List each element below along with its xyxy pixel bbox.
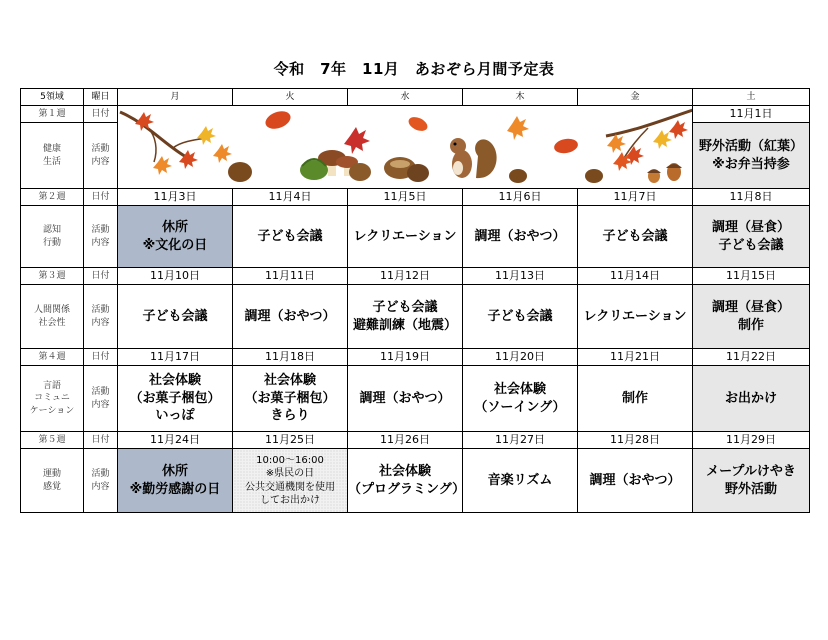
week4-activity-row	[21, 366, 810, 432]
week3-activity-row	[21, 285, 810, 349]
page-title: 令和 7年 11月 あおぞら月間予定表	[273, 60, 555, 78]
date-sat: 11月1日	[693, 106, 810, 123]
week2-activity-row	[21, 206, 810, 268]
date-sat: 11月29日	[693, 432, 810, 449]
date-fri: 11月21日	[578, 349, 693, 366]
week1-date-row	[21, 106, 810, 123]
autumn-illustration	[118, 106, 693, 189]
date-thu: 11月20日	[463, 349, 578, 366]
header-tue: 火	[233, 89, 348, 106]
date-sat: 11月15日	[693, 268, 810, 285]
date-label: 日付	[84, 189, 118, 206]
activity-fri: 子ども会議	[578, 206, 693, 268]
week5-activity-row	[21, 449, 810, 513]
week4-date-row	[21, 349, 810, 366]
schedule-table	[20, 88, 810, 513]
area-label: 言語 コミュニ ケーション	[21, 366, 84, 432]
activity-wed: 社会体験 （プログラミング）	[348, 449, 463, 513]
maple-leaf-icon	[507, 116, 529, 140]
leaf-icon	[406, 114, 429, 133]
week2-date-row	[21, 189, 810, 206]
date-label: 日付	[84, 432, 118, 449]
activity-tue: 子ども会議	[233, 206, 348, 268]
activity-wed: 調理（おやつ）	[348, 366, 463, 432]
week-label: 第５週	[21, 432, 84, 449]
activity-label: 活動 内容	[84, 285, 118, 349]
activity-sat: 野外活動（紅葉） ※お弁当持参	[693, 123, 810, 189]
activity-wed: 子ども会議 避難訓練（地震）	[348, 285, 463, 349]
activity-wed: レクリエーション	[348, 206, 463, 268]
activity-tue: 10:00～16:00 ※県民の日 公共交通機関を使用 してお出かけ	[233, 449, 348, 513]
area-label: 運動 感覚	[21, 449, 84, 513]
date-mon: 11月3日	[118, 189, 233, 206]
header-thu: 木	[463, 89, 578, 106]
activity-fri: 制作	[578, 366, 693, 432]
activity-mon: 子ども会議	[118, 285, 233, 349]
area-label: 認知 行動	[21, 206, 84, 268]
header-sat: 土	[693, 89, 810, 106]
activity-thu: 調理（おやつ）	[463, 206, 578, 268]
squirrel-icon	[450, 138, 497, 178]
date-wed: 11月12日	[348, 268, 463, 285]
header-area: 5領域	[21, 89, 84, 106]
activity-sat: 調理（昼食） 子ども会議	[693, 206, 810, 268]
week-label: 第２週	[21, 189, 84, 206]
activity-mon: 休所 ※勤労感謝の日	[118, 449, 233, 513]
activity-label: 活動 内容	[84, 366, 118, 432]
week5-date-row	[21, 432, 810, 449]
date-fri: 11月7日	[578, 189, 693, 206]
date-wed: 11月5日	[348, 189, 463, 206]
activity-thu: 子ども会議	[463, 285, 578, 349]
activity-fri: 調理（おやつ）	[578, 449, 693, 513]
date-thu: 11月6日	[463, 189, 578, 206]
activity-thu: 音楽リズム	[463, 449, 578, 513]
leaf-icon	[263, 108, 293, 132]
date-thu: 11月13日	[463, 268, 578, 285]
date-fri: 11月14日	[578, 268, 693, 285]
date-label: 日付	[84, 349, 118, 366]
header-weekday: 曜日	[84, 89, 118, 106]
week-label: 第１週	[21, 106, 84, 123]
activity-sat: メープルけやき 野外活動	[693, 449, 810, 513]
activity-mon: 社会体験 （お菓子梱包） いっぽ	[118, 366, 233, 432]
date-sat: 11月22日	[693, 349, 810, 366]
date-mon: 11月17日	[118, 349, 233, 366]
activity-fri: レクリエーション	[578, 285, 693, 349]
activity-tue: 調理（おやつ）	[233, 285, 348, 349]
activity-sat: お出かけ	[693, 366, 810, 432]
header-fri: 金	[578, 89, 693, 106]
date-label: 日付	[84, 106, 118, 123]
date-fri: 11月28日	[578, 432, 693, 449]
date-mon: 11月10日	[118, 268, 233, 285]
date-mon: 11月24日	[118, 432, 233, 449]
date-tue: 11月11日	[233, 268, 348, 285]
activity-tue: 社会体験 （お菓子梱包） きらり	[233, 366, 348, 432]
date-tue: 11月18日	[233, 349, 348, 366]
date-wed: 11月19日	[348, 349, 463, 366]
date-wed: 11月26日	[348, 432, 463, 449]
date-label: 日付	[84, 268, 118, 285]
week-label: 第４週	[21, 349, 84, 366]
header-row	[21, 89, 810, 106]
maple-leaf-icon	[344, 127, 370, 154]
activity-sat: 調理（昼食） 制作	[693, 285, 810, 349]
activity-label: 活動 内容	[84, 449, 118, 513]
header-mon: 月	[118, 89, 233, 106]
date-tue: 11月25日	[233, 432, 348, 449]
area-label: 健康 生活	[21, 123, 84, 189]
maple-leaf-icon	[135, 112, 232, 175]
header-wed: 水	[348, 89, 463, 106]
leaf-icon	[553, 137, 579, 155]
date-tue: 11月4日	[233, 189, 348, 206]
date-sat: 11月8日	[693, 189, 810, 206]
week-label: 第３週	[21, 268, 84, 285]
area-label: 人間関係 社会性	[21, 285, 84, 349]
chestnut-icon	[228, 157, 603, 183]
autumn-scene	[118, 106, 693, 188]
activity-thu: 社会体験 （ソーイング）	[463, 366, 578, 432]
date-thu: 11月27日	[463, 432, 578, 449]
activity-mon: 休所 ※文化の日	[118, 206, 233, 268]
activity-label: 活動 内容	[84, 123, 118, 189]
week3-date-row	[21, 268, 810, 285]
activity-label: 活動 内容	[84, 206, 118, 268]
acorn-icon	[647, 163, 682, 183]
